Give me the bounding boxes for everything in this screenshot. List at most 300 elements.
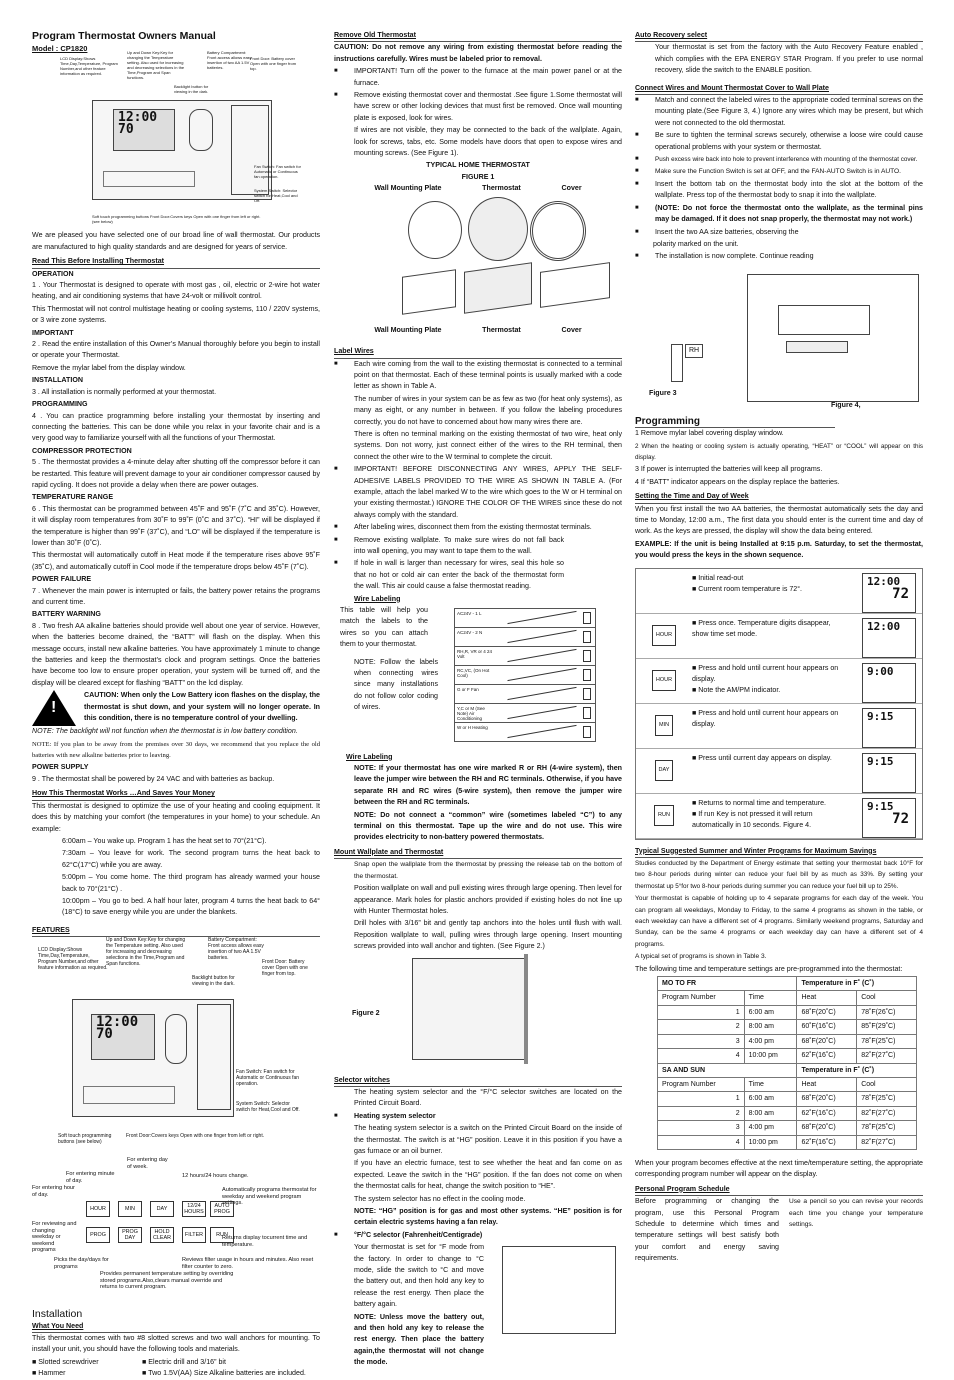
table-cell: 2 [658,1020,745,1034]
wire-label-code: W or H Heating [457,724,488,730]
wire-icon [507,611,576,624]
table-cell: 1 [658,1005,745,1019]
fig-label-soft: Soft touch programming buttons (see below) [92,214,149,225]
wire-label-row [454,722,596,742]
figure3-label: Figure 3 [649,388,677,397]
table-cell: 68˚F(20˚C) [797,1005,857,1019]
key-note-auto: Automatically programs thermostat for weekday and weekend program settings. [222,1187,317,1207]
wire-label-row [454,608,596,628]
prog-key[interactable]: PROG [86,1227,110,1243]
mount-text-1: Snap open the wallplate from the thermostat by pressing the release tab on the bottom of the thermostat. [354,861,622,880]
rect-cover [540,262,610,308]
schedule-heading: Personal Program Schedule [635,1184,923,1196]
wire-icon [507,668,576,681]
feat-label-updown: Up and Down Key:Key for changing the Temperature setting. Also used for increasing and decreasing selections in the Time,Program and Span functions. [106,937,186,968]
step-lcd-time: 9:15 [867,799,894,813]
figure4-screen-area [778,305,870,335]
step-key-cell [636,704,692,748]
table-cell: 1 [658,1092,745,1106]
connect-6: ■ (NOTE: Do not force the thermostat onto the wallplate, as the terminal pins may be damaged. If it does not snap properly, the thermostat may not work.) [635,203,923,226]
wire-label-code: RC,VC, (On Hot Cool) [457,667,490,678]
step-description: ■ Press and hold until current hour appears on display. [692,708,839,728]
table-cell: 78˚F(25˚C) [857,1092,917,1106]
feat-label-lcd: LCD Display:Shows Time,Day,Temperature, Program Number,and other feature information as required. [38,947,108,972]
label-wires-1b: The number of wires in your system can be as few as two (for heat only systems), as many as eight, or any number in between. If you follow the labeling procedures correctly, you do not have to concerned about how many wires there are. [354,394,622,426]
connect-2: ■ Be sure to tighten the terminal screws securely, otherwise a loose wire could cause operational problems with your system or thermostat. [635,130,923,153]
filter-key[interactable]: FILTER [182,1227,206,1243]
caption-thermostat-2: Thermostat [482,325,521,334]
selector-heading: Selector witches [334,1075,622,1087]
step-key-cell [636,749,692,793]
setting-text: When you first install the two AA batteries, the thermostat automatically sets the day and time to Monday, 12:00 a.m., The first data you should enter is the current time and day of work. As the keys are pressed, the display will show the data being entered. [635,504,923,536]
temp-heading: Temperature in F˚ (C˚) [797,1063,917,1077]
wiring-note-1: NOTE: If your thermostat has one wire marked R or RH (4-wire system), then leave the jumper wire between the RH and RC terminals. Otherwise, if you have separate RH and RC wires (5-wire system), then remove the jumper wire between the RH and RC terminals. [354,764,622,807]
caution-text: CAUTION: When only the Low Battery icon flashes on the display, the thermostat is shut down, and your system will no longer operate. In this condition, there is no temperature control of your dwelling. [84,691,320,723]
mount-text-3: Drill holes with 3/16” bit and gently tap anchors into the holes until flush with wall. Reposition wallplate to wall, pulling wires through large opening. Insert mounting screws provided into wall anchor and tighten. (See Figure 2.) [354,919,622,951]
temperature-text: 6 . This thermostat can be programmed between 45˚F and 95˚F (7˚C and 35˚C). However, it will display room temperatures from 30˚F to 99˚F (0˚C and 37˚C). “HI” will be displayed if the temperature is higher than 99˚F (37˚C), and “LO” will be displayed if the temperature is lower than 30˚F (0˚C). [32,504,320,547]
table-cell: 62˚F(16˚C) [797,1135,857,1149]
typical-text-1: Studies conducted by the Department of Energy estimate that setting your thermostat back 10°F for two 8-hour periods during winter can reduce your fuel bill by as much as 33%. By setting your thermostat up 5°for two 8-hour periods during summer you can reduce your fuel bill up to 25%. [635,860,923,890]
remove-bullet-2: ■ Remove existing thermostat cover and thermostat .See figure 1.Some thermostat will have screw or other locking devices that must first be removed. Once wall mounting plate is exposed, look for wires. [334,90,622,124]
power-supply-heading: POWER SUPPLY [32,763,89,772]
intro-text: We are pleased you have selected one of our broad line of wall thermostat. Our products are manufactured to high quality standards and are designed for years of service. [32,231,320,251]
schedule-block [635,1196,923,1265]
important-text: 2 . Read the entire installation of this Owner’s Manual thoroughly before you begin to install or operate your Thermostat. [32,340,320,360]
setting-example: EXAMPLE: If the unit is being Installed at 9:15 p.m. Saturday, to set the thermostat, you would press the keys in the shown sequence. [635,539,923,560]
section-label: SA AND SUN [658,1063,797,1077]
power-failure-heading: POWER FAILURE [32,575,92,584]
heating-selector-1: The heating system selector is a switch on the Printed Circuit Board on the inside of the thermostat. The switch is at “HG” position. Leave it in this position if you have a gas furnace or an oil burner. [354,1124,622,1155]
table-cell: 4 [658,1049,745,1063]
table-row [658,1092,917,1106]
table-cell: 4:00 pm [744,1121,797,1135]
remove-caution: CAUTION: Do not remove any wiring from existing thermostat before reading the instructions carefully. Wires must be labeled prior to removal. [334,43,622,63]
programming-1: 1 Remove mylar label covering display window. [635,429,784,438]
wire-label-code: AC24V - 2 N [457,629,483,635]
typical-text-4: The following time and temperature settings are pre-programmed into the thermostat: [635,964,903,973]
battery-door[interactable] [231,105,269,195]
important-text-2: Remove the mylar label from the display window. [32,363,186,372]
table-column-header [658,1077,917,1091]
feat-label-soft: Soft touch programming buttons (see below) [58,1133,112,1146]
figure2 [334,954,622,1072]
label-wires-4: ■ Remove existing wallplate. To make sure wires do not fall back into wall opening, you may want to tape them to the wall. [334,535,564,558]
run-key[interactable]: RUN [210,1227,234,1243]
power-failure-text: 7 . Whenever the main power is interrupted or fails, the battery power retains the programs and current time. [32,586,320,606]
setting-step [636,569,922,614]
thermostat-figure-top [32,50,320,225]
fig-label-door: Front Door: Battery cover Open with one finger from top. [250,56,297,72]
fig-label-fan: Fan Switch: Fan switch for Automatic or Continuous fan operation. [254,164,301,180]
table-column-header [658,991,917,1005]
table-cell: 10:00 pm [744,1049,797,1063]
step-lcd-display [862,573,916,613]
step-key-cell [636,569,692,613]
rect-thermostat [464,262,532,314]
column-header: Time [744,991,797,1005]
tools-row-2 [32,1368,320,1379]
hours-12-24-key[interactable]: 12/24 HOURS [182,1201,206,1217]
step-lcd-temp: 72 [892,811,909,827]
figure3-switch [671,344,683,382]
table-cell: 62˚F(16˚C) [797,1106,857,1120]
auto-prog-key[interactable]: AUTO PROG [210,1201,234,1217]
figure2-wallplate [412,958,526,1060]
table-cell: 82˚F(27˚C) [857,1106,917,1120]
wire-label-row [454,703,596,723]
column-header: Heat [797,991,857,1005]
label-tag-icon [583,707,591,719]
what-you-need-heading: What You Need [32,1321,320,1333]
heating-selector-3: The system selector has no effect in the cooling mode. [354,1194,526,1203]
fc-board-figure [502,1246,616,1334]
column-header: Heat [797,1077,857,1091]
step-description: ■ Press once. Temperature digits disappear, show time set mode. [692,618,831,638]
battery-warning-heading: BATTERY WARNING [32,610,101,619]
schedule-text-1: Before programming or changing the program, use this Personal Program Schedule to determine which times and temperature settings will best satisfy both your comfort and energy saving requirements. [635,1197,779,1263]
day-key[interactable]: DAY [150,1201,174,1217]
figure1-captions-bottom [334,325,622,336]
table-cell: 68˚F(20˚C) [797,1121,857,1135]
step-lcd-time: 12:00 [867,574,901,588]
wire-label-code: Y,C or M (See Note) Air Conditioning [457,705,485,721]
wiring-heading: Wire Labeling [346,752,393,761]
table-cell: 85˚F(29˚C) [857,1020,917,1034]
connect-7b: polarity marked on the unit. [653,239,739,248]
caption-wall-plate-2: Wall Mounting Plate [374,325,442,334]
label-tag-icon [583,650,591,662]
table-cell: 78˚F(25˚C) [857,1034,917,1048]
step-lcd-display [862,663,916,703]
step-lcd-time: 9:15 [867,709,894,723]
hour-key[interactable]: HOUR [86,1201,110,1217]
wire-label-code: RH,R, VR or 4 24 Volt [457,648,493,659]
programming-heading: Programming [635,416,835,428]
lcd-display: 12:00 70 [113,109,175,151]
step-desc-1: Returns to normal time and temperature. [698,798,827,807]
heating-selector-2: If you have an electric furnace, test to see whether the heat and fan come on as expected. Leave the switch in the “HG” position. If the fan does not come on when the thermostat calls for heat, change the switch position to “HE”. [354,1159,622,1191]
keys-row-2 [86,1227,234,1243]
fc-selector-note: NOTE: Unless move the battery out, and then hold any key to release the rest energy. Then place the battery again,the thermostat will not change the mode. [354,1312,484,1367]
warning-icon: ! [32,690,76,726]
column-2 [334,30,622,1370]
tool-3: ■ Hammer [32,1369,66,1378]
programming-2: 2 When the heating or cooling system is actually operating, “HEAT” or “COOL” will appear on this display. [635,442,923,461]
fc-selector-text: Your thermostat is set for °F mode from the factory. In order to change to °C mode, slide the switch to °C and move the battery out, and then hold any key to release the rest energy. Then place the battery again. [354,1243,484,1309]
step-desc-1: Initial read-out [698,573,744,582]
wire-icon [507,630,576,643]
features-thermostat [72,999,234,1117]
program-table [657,976,917,1150]
step-lcd-display [862,798,916,838]
table-row [658,1005,917,1019]
column-header: Program Number [658,991,745,1005]
wire-icon [507,649,576,662]
installation-heading: INSTALLATION [32,376,83,385]
wire-label-code: AC24V - 1 L [457,610,482,616]
operation-text-2: This Thermostat will not control multistage heating or cooling systems, 110 / 220V systems, or 3 wire zone systems. [32,304,320,325]
step-key-button[interactable]: RUN [654,805,674,826]
wire-label-row [454,646,596,666]
column-header: Cool [857,991,917,1005]
auto-recovery-heading: Auto Recovery select [635,30,923,42]
table-section-header [658,1063,917,1077]
column-header: Cool [857,1077,917,1091]
figure1-label: FIGURE 1 [461,172,495,181]
feat-label-fan: Fan Switch: Fan switch for Automatic or Continuous fan operation. [236,1069,300,1088]
example-1: 6:00am – You wake up. Program 1 has the heat set to 70°(21°C). [62,836,267,845]
label-tag-icon [583,726,591,738]
figure2-wall [524,954,528,1064]
compressor-text: 5 . The thermostat provides a 4-minute delay after shutting off the compressor before it can be restarted. This feature will prevent damage to your air conditioner compressor caused by rapid cycling. It does not provide a delay when there are power outages. [32,458,320,489]
typical-text-3: A typical set of programs is shown in Table 3. [635,953,767,961]
programming-3: 3 If power is interrupted the batteries will keep all programs. [635,465,823,474]
connect-heading: Connect Wires and Mount Thermostat Cover to Wall Plate [635,83,923,95]
wire-labeling-text: This table will help you match the labels to the wires so you can attach them to your thermostat. [340,606,428,649]
setting-steps [635,568,923,840]
label-tag-icon [583,669,591,681]
soft-keys[interactable] [103,171,195,187]
remove-heading: Remove Old Thermostat [334,30,622,42]
figure4-terminal-strip [786,341,848,353]
feat-label-backlight: Backlight button for viewing in the dark. [192,975,235,988]
connect-1: ■ Match and connect the labeled wires to the appropriate coded terminal screws on the mounting plate.(See Figure 3, 4.) Ignore any wires which may be present, but which were not connected to the old thermostat. [635,95,923,129]
installation-title: Installation [32,1308,83,1321]
rect-wall-plate [402,269,456,315]
label-tag-icon [583,688,591,700]
table-row [658,1020,917,1034]
step-desc-2: Current room temperature is 72°. [698,585,803,593]
table-cell: 68˚F(20˚C) [797,1092,857,1106]
label-wires-1: ■ Each wire coming from the wall to the existing thermostat is connected to a terminal point on that thermostat. Each of these terminal points is usually marked with a code letter as shown in Table A. [334,359,622,393]
mount-text-2: Position wallplate on wall and pull existing wires through large opening. Then level for appearance. Mark holes for plastic anchors provided if existing holes do not line up with Hunter Thermostat holes. [354,884,623,915]
table-row [658,1106,917,1120]
connect-5: ■ Insert the bottom tab on the thermostat body into the slot at the bottom of the wallplate. Press top of the thermostat body to snap it into the wallplate. [635,179,923,202]
round-wall-plate [408,201,462,259]
caption-thermostat: Thermostat [482,184,521,193]
key-note-hour: For entering hour of day. [32,1185,75,1198]
step-lcd-display [862,618,916,658]
table-cell: 10:00 pm [744,1135,797,1149]
feat-label-battery: Battery Compartment: Front access allows easy insertion of two AA 1.5V batteries. [208,937,264,962]
table-cell: 8:00 am [744,1106,797,1120]
operation-text: 1 . Your Thermostat is designed to operate with most gas , oil, electric or 2-wire hot water heating, and air conditioning systems that have 24-volt or millivolt control. [32,281,320,301]
step-description: ■ Press and hold until current hour appears on display. ■ Note the AM/PM indicator. [692,663,839,695]
temperature-heading: TEMPERATURE RANGE [32,493,114,502]
important-heading: IMPORTANT [32,328,74,337]
model-number: Model : CP1820 [32,44,88,53]
heating-selector-heading: ■ Heating system selector [334,1111,622,1122]
connect-4: ■ Make sure the Function Switch is set at OFF, and the FAN-AUTO Switch is in AUTO. [635,166,923,177]
label-tag-icon [583,612,591,624]
step-desc-1: Press and hold until current hour appears on display. [692,663,839,683]
column-header: Program Number [658,1077,745,1091]
table-cell: 6:00 am [744,1005,797,1019]
key-note-filter: Reviews filter usage in hours and minutes. Also reset filter counter to zero. [182,1257,314,1270]
table-cell: 60˚F(16˚C) [797,1020,857,1034]
fig-label-frontdoor: Front Door:Covers keys Open with one finger from left or right. [150,214,261,220]
terminal-rh-label: RH [688,346,700,354]
selector-text: The heating system selector and the °F/°C selector switches are located on the Printed Circuit Board. [354,1087,622,1108]
min-key[interactable]: MIN [118,1201,142,1217]
fc-selector-heading: ■ °F/°C selector (Fahrenheit/Centigrade) [334,1230,622,1241]
battery-warning-text: 8 . Two fresh AA alkaline batteries should provide well about one year of service. However, when the batteries become drained, the “BATT” will flash on the display. When this message occurs, install new alkaline batteries. You have approximately 1 minute to change the batteries and keep the thermostat’s clock and program settings. Once the batteries have become too low to ensure proper operation, your system will be turned off, and the display will be cleared except for flashing “BATT” on the lcd display. [32,621,320,687]
wire-icon [507,725,576,738]
table-cell: 2 [658,1106,745,1120]
how-heading: How This Thermostat Works …And Saves Your Money [32,788,320,800]
step-key-cell [636,659,692,703]
updown-keys[interactable] [189,109,213,151]
features-soft-keys[interactable] [83,1086,175,1104]
step-description: ■ Returns to normal time and temperature. ■ If run Key is not pressed it will return automatically in 10 seconds. Figure 4. [692,798,827,830]
table-cell: 82˚F(27˚C) [857,1049,917,1063]
step-desc-1: Press once. Temperature digits disappear, show time set mode. [692,618,831,638]
label-wires-heading: Label Wires [334,346,622,358]
figure1-round [334,195,622,263]
compressor-heading: COMPRESSOR PROTECTION [32,446,132,455]
label-wires-5: ■ If hole in wall is larger than necessary for wires, seal this hole so that no hot or cold air can enter the back of the thermostat form the wall. This air could cause a false thermostat reading. [334,558,564,592]
programming-text: 4 . You can practice programming before installing your thermostat by inserting and connecting the batteries. This can be done while you relax in your favorite chair and is a very good way to familiarize yourself with all the functions of your Thermostat. [32,411,320,443]
table-cell: 3 [658,1121,745,1135]
table-cell: 78˚F(26˚C) [857,1005,917,1019]
step-key-button[interactable]: HOUR [652,625,676,646]
wire-icon [507,706,576,719]
table-cell: 8:00 am [744,1020,797,1034]
step-desc-1: Press and hold until current hour appears on display. [692,708,839,728]
features-heading: FEATURES [32,925,320,937]
step-desc-2: Note the AM/PM indicator. [698,686,781,695]
fig-label-backlight: Backlight button for viewing in the dark. [174,84,209,95]
heating-selector-note: NOTE: “HG” position is for gas and most other systems. “HE” position is for certain electric systems having a fan relay. [354,1207,622,1227]
wire-labeling-note: NOTE: Follow the labels when connecting wires since many installations do not follow color coding of wires. [354,657,438,712]
wire-labeling-heading: Wire Labeling [354,594,401,603]
keys-row-1 [86,1201,234,1217]
wiring-note-2: NOTE: Do not connect a “common” wire (sometimes labeled “C”) to any terminal on this thermostat. Tape up the wire and do not use. This wire provides electricity to non-battery powered thermostats. [354,810,622,842]
round-cover [530,201,586,261]
setting-step [636,659,922,704]
label-wires-2: ■ IMPORTANT! BEFORE DISCONNECTING ANY WIRES, APPLY THE SELF-ADHESIVE LABELS PROVIDED TO THE WIRE AS SHOWN IN TABLE A. (For example, attach the label marked W to the wire which goes to the W or H terminal on your existing thermostat.) IGNORE THE COLOR OF THE WIRES since these do not always comply with the standard. [334,464,622,521]
wire-label-code: G or F Fan [457,686,479,692]
table-section-header [658,977,917,991]
key-note-day: For entering day of week. [127,1157,168,1170]
fig-label-lcd: LCD Display:Shows Time,Day,Temperature, Program Number,and other feature information as required. [60,56,118,77]
column-1 [32,30,320,1380]
connect-3: ■ Push excess wire back into hole to prevent interference with mounting of the thermostat cover. [635,154,923,165]
read-heading: Read This Before Installing Thermostat [32,256,320,268]
operation-heading: OPERATION [32,269,74,278]
thermostat-device [92,100,272,200]
prog-day-key[interactable]: PROG DAY [118,1227,142,1243]
typical-text-2: Your thermostat is capable of holding up to 4 separate programs for each day of the week. You can program all weekdays, Monday to Friday, to the same 4 programs as shown in the table, or each weekday can have a different set of 4 programs. Similarly weekend programs, Saturday and Sunday, can be the same 4 programs or each weekday day can have a different set of 4 programs. [635,895,923,948]
auto-recovery-text: Your thermostat is set from the factory with the Auto Recovery Feature enabled , which complies with the EPA ENERGY STAR Program. If you prefer to use normal recovery, slide the switch to the ENABLE position. [655,43,923,75]
step-key-button[interactable]: DAY [655,760,674,781]
keys-diagram [32,1157,320,1307]
key-note-hold: Provides permanent temperature setting by overriding stored programs.Also,clears manual override and returns to current program. [100,1271,234,1291]
hold-clear-key[interactable]: HOLD CLEAR [150,1227,174,1243]
wire-label-row [454,684,596,704]
step-key-cell [636,794,692,838]
wire-label-row [454,627,596,647]
setting-step [636,794,922,839]
column-3 [635,30,923,1266]
wire-labeling-section [334,594,622,744]
fig-label-battery: Battery Compartment: Front access allows easy insertion of two AA 1.5V batteries. [207,50,252,71]
label-wires-1c: There is often no terminal marking on the existing thermostat of two wire, heat only systems. Don not worry, just connect either of the wires to the RH terminal, then connect the other wire to the W terminal to complete the circuit. [354,429,622,461]
key-note-reviewing: For reviewing and changing weekday or weekend programs [32,1221,77,1254]
figure4-plate [747,274,919,402]
page-title: Program Thermostat Owners Manual [32,30,216,42]
step-key-button[interactable]: HOUR [652,670,676,691]
remove-bullet-2b: If wires are not visible, they may be connected to the back of the wallplate. Again, look for screws, tabs, etc. Some models have doors that open to expose wires and mounting screws. (See Figure 1). [354,126,622,158]
temp-heading: Temperature in F˚ (C˚) [797,977,917,991]
feat-label-system: System Switch: Selector switch for Heat,Cool and Off. [236,1101,300,1114]
column-header: Time [744,1077,797,1091]
table-cell: 6:00 am [744,1092,797,1106]
table-cell: 62˚F(16˚C) [797,1049,857,1063]
table-cell: 82˚F(27˚C) [857,1135,917,1149]
label-wires-3: ■ After labeling wires, disconnect them from the existing thermostat terminals. [334,522,622,533]
label-tag-icon [583,631,591,643]
wire-icon [507,687,576,700]
connect-7: ■ Insert the two AA size batteries, observing the [635,227,923,238]
when-text: When your program becomes effective at the next time/temperature setting, the appropriate corresponding program number will appear on the display. [635,1158,923,1179]
tools-row-1 [32,1357,320,1368]
feat-label-frontdoor: Front Door:Covers keys Open with one finger from left or right. [126,1133,265,1140]
figure1-rect [334,263,622,325]
step-lcd-time: 9:15 [867,754,894,768]
figure-3-4 [635,264,923,416]
tool-4: ■ Two 1.5V(AA) Size Alkaline batteries are included. [142,1369,306,1378]
table-cell: 4 [658,1135,745,1149]
caption-cover: Cover [561,184,582,193]
installation-text: 3 . All installation is normally performed at your thermostat. [32,387,217,396]
figure4-label: Figure 4, [831,400,861,409]
step-key-cell [636,614,692,658]
power-supply-text: 9 . The thermostat shall be powered by 24 VAC and with batteries as backup. [32,774,275,783]
figure2-label: Figure 2 [352,1008,380,1017]
setting-step [636,614,922,659]
key-note-picks: Picks the day/days for programs [54,1257,109,1270]
caption-cover-2: Cover [561,325,582,334]
setting-step [636,704,922,749]
step-lcd-time: 9:00 [867,664,894,678]
setting-heading: Setting the Time and Day of Week [635,491,923,503]
step-key-button[interactable]: MIN [655,715,673,736]
features-lcd: 12:00 70 [91,1014,155,1060]
table-cell: 4:00 pm [744,1034,797,1048]
step-desc-1: Press until current day appears on display. [698,753,832,762]
remove-bullet-1: ■ IMPORTANT! Turn off the power to the furnace at the main power panel or at the furnace. [334,66,622,89]
step-lcd-display [862,708,916,748]
what-you-need-text: This thermostat comes with two #8 slotted screws and two wall anchors for mounting. To install your unit, you should have the following tools and materials. [32,1333,320,1354]
feat-label-door: Front Door: Battery cover Open with one finger from top. [262,959,308,978]
table-row [658,1049,917,1063]
key-note-1224: 12 hours/24 hours change. [182,1173,249,1180]
example-2: 7:30am – You leave for work. The second program turns the heat back to 62°C(17°C) while you are away. [62,849,320,869]
features-battery-door[interactable] [197,1004,231,1110]
step-lcd-time: 12:00 [867,619,901,633]
figure1-title: TYPICAL HOME THERMOSTAT [426,161,530,170]
caution-block [32,690,320,726]
example-3: 5:00pm – You come home. The third program has already warmed your house back to 70°(21°C) . [62,873,320,893]
round-thermostat [468,197,528,261]
table-row [658,1121,917,1135]
step-description: ■ Initial read-out ■ Current room temperature is 72°. [692,573,803,593]
example-4: 10:00pm – You go to bed. A half hour later, program 4 turns the heat back to 64°(18°C) to save energy while you are under the blankets. [62,896,320,917]
tool-1: ■ Slotted screwdriver [32,1357,99,1366]
features-updown[interactable] [165,1014,187,1064]
fig-label-system: System Switch: Selector switch for Heat,Cool and Off. [254,188,298,204]
